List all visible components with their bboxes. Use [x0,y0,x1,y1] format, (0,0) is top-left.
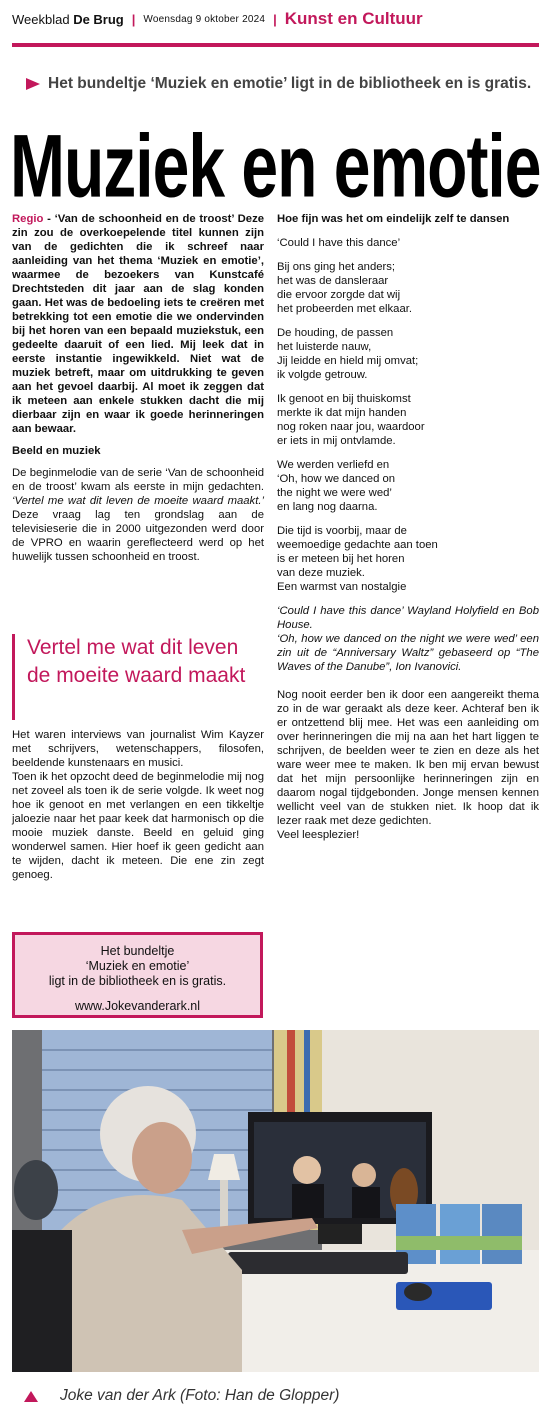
poem-stanza [277,236,539,250]
info-line: ‘Muziek en emotie’ [85,959,190,973]
poem-line: er iets in mij ontvlamde. [277,435,396,447]
masthead [12,6,539,32]
poem-line: the night we were wed’ [277,487,392,499]
pull-quote: Vertel me wat dit leven de moeite waard maakt [12,634,262,720]
photo-caption [24,1384,524,1408]
poem-line: Ik genoot en bij thuiskomst [277,393,411,405]
triangle-icon [26,78,40,90]
paper-title: De Brug [73,11,124,27]
intro-text: - ‘Van de schoonheid en de troost’ Deze zin zou de overkoepelende titel kunnen zijn van de gedichten die ik schreef naar aanleiding van het thema ‘Muziek en emotie’, waarmee de bezoekers van Kunstcafé Drechtsteden dit jaar aan de slag konden gaan. Het was de bedoeling iets te creëren met betrekking tot een emotie die we ondervinden bij het horen van een bepaald muziekstuk, een gedeelte daaruit of een lied. Mij leek dat in eerste instantie ingewikkeld. Niet wat de muziek betreft, maar om uitdrukking te geven aan het gevoel daarbij. Al moet ik zeggen dat ik meteen aan enkele stukken dacht die mij dierbaar zijn en waar ik goede herinneringen aan bewaar. [12,213,264,435]
masthead-rule [12,43,539,47]
info-box [12,932,263,1018]
photo-illustration [12,1030,539,1372]
left-column [12,212,264,572]
body-paragraph [12,466,264,564]
poem-line: Een warmst van nostalgie [277,581,407,593]
poem-note: ‘Could I have this dance’ Wayland Holyfield en Bob House. [277,605,539,631]
poem-line: het was de dansleraar [277,275,389,287]
poem-line: het probeerden met elkaar. [277,303,413,315]
poem-line: van deze muziek. [277,567,365,579]
poem-line: ik volgde getrouw. [277,369,368,381]
poem-stanza [277,326,539,382]
poem-line: We werden verliefd en [277,459,390,471]
poem-line: weemoedige gedachte aan toen [277,539,438,551]
website-link[interactable]: www.Jokevanderark.nl [74,999,201,1013]
subhead: Beeld en muziek [12,445,101,457]
kicker [12,72,539,96]
closing-paragraph: Nog nooit eerder ben ik door een aangereikt thema zo in de war geraakt als deze keer. Achteraf ben ik er ontzettend blij mee. Het was een aanleiding om over herinneringen die mij na aan het hart liggen te schrijven, de beelden weer te zien en deze als het ware weer mee te maken. Ik ben mij ervan bewust dat het mijn persoonlijke herinneringen zijn en daarom nogal tijdgebonden. Jonge mensen kennen wellicht veel van de stukken niet. Ik hoop dat ik lezer raak met deze gedichten. [277,689,539,827]
poem-line: ‘Oh, how we danced on [277,473,396,485]
poem-line: De houding, de passen [277,327,394,339]
intro-paragraph [12,212,264,436]
poem-note: ‘Oh, how we danced on the night we were wed’ een zin uit de “Anniversary Waltz” gebaseerd op “The Waves of the Danube”, Ion Ivanovici. [277,633,539,673]
poem-line: is er meteen bij het horen [277,553,405,565]
poem-title: Hoe fijn was het om eindelijk zelf te dansen [277,213,510,225]
poem-line: en lang nog daarna. [277,501,378,513]
separator: | [131,11,136,27]
regio-label: Regio [12,213,44,225]
poem-line: merkte ik dat mijn handen [277,407,407,419]
body-text: De beginmelodie van de serie ‘Van de schoonheid en de troost’ kwam als eerste in mijn gedachten. [12,467,264,493]
poem-stanza [277,524,539,594]
poem-stanzas [277,236,539,594]
body-paragraph: Toen ik het opzocht deed de beginmelodie mij nog net zoveel als toen ik de serie volgde. Ik weet nog hoe ik genoot en met verlangen en een tikkeltje jaloezie naar het paar keek dat harmonisch op die mooie muziek danste. Beeld en geluid ging wonderwel samen. Hier hoef ik geen gedicht aan te wijden, dacht ik meteen. Die ene zin zegt genoeg. [12,771,264,881]
paper-name [12,12,124,27]
body-italic: ‘Vertel me wat dit leven de moeite waard maakt.’ [12,495,264,507]
left-column-lower [12,728,264,890]
poem-stanza [277,260,539,316]
poem-stanza [277,392,539,448]
separator: | [273,11,277,27]
caption-text: Joke van der Ark (Foto: Han de Glopper) [60,1387,340,1404]
poem-line: nog roken naar jou, waardoor [277,421,425,433]
paper-prefix: Weekblad [12,11,74,27]
info-line: ligt in de bibliotheek en is gratis. [48,974,227,988]
poem-line: Die tijd is voorbij, maar de [277,525,407,537]
triangle-icon [24,1391,38,1402]
signoff: Veel leesplezier! [277,829,360,841]
poem-line: Jij leidde en hield mij omvat; [277,355,419,367]
body-text: Deze vraag lag ten grondslag aan de televisieserie die in 2000 uitgezonden werd door de VPRO en waarin gereflecteerd werd op het huwelijk tussen schoonheid en troost. [12,509,264,563]
poem-line: die ervoor zorgde dat wij [277,289,401,301]
section-title: Kunst en Cultuur [284,9,423,28]
poem-line: het luisterde nauw, [277,341,372,353]
kicker-text: Het bundeltje ‘Muziek en emotie’ ligt in de bibliotheek en is gratis. [48,75,532,92]
issue-date: Woensdag 9 oktober 2024 [143,13,266,25]
poem-stanza [277,458,539,514]
poem-line: ‘Could I have this dance’ [277,237,401,249]
article-photo [12,1030,539,1372]
poem-column [277,212,539,842]
headline: Muziek en emotie [10,115,541,216]
body-paragraph: Het waren interviews van journalist Wim Kayzer met schrijvers, wetenschappers, filosofen, beeldende kunstenaars en musici. [12,729,264,769]
poem-line: Bij ons ging het anders; [277,261,396,273]
info-line: Het bundeltje [100,944,175,958]
